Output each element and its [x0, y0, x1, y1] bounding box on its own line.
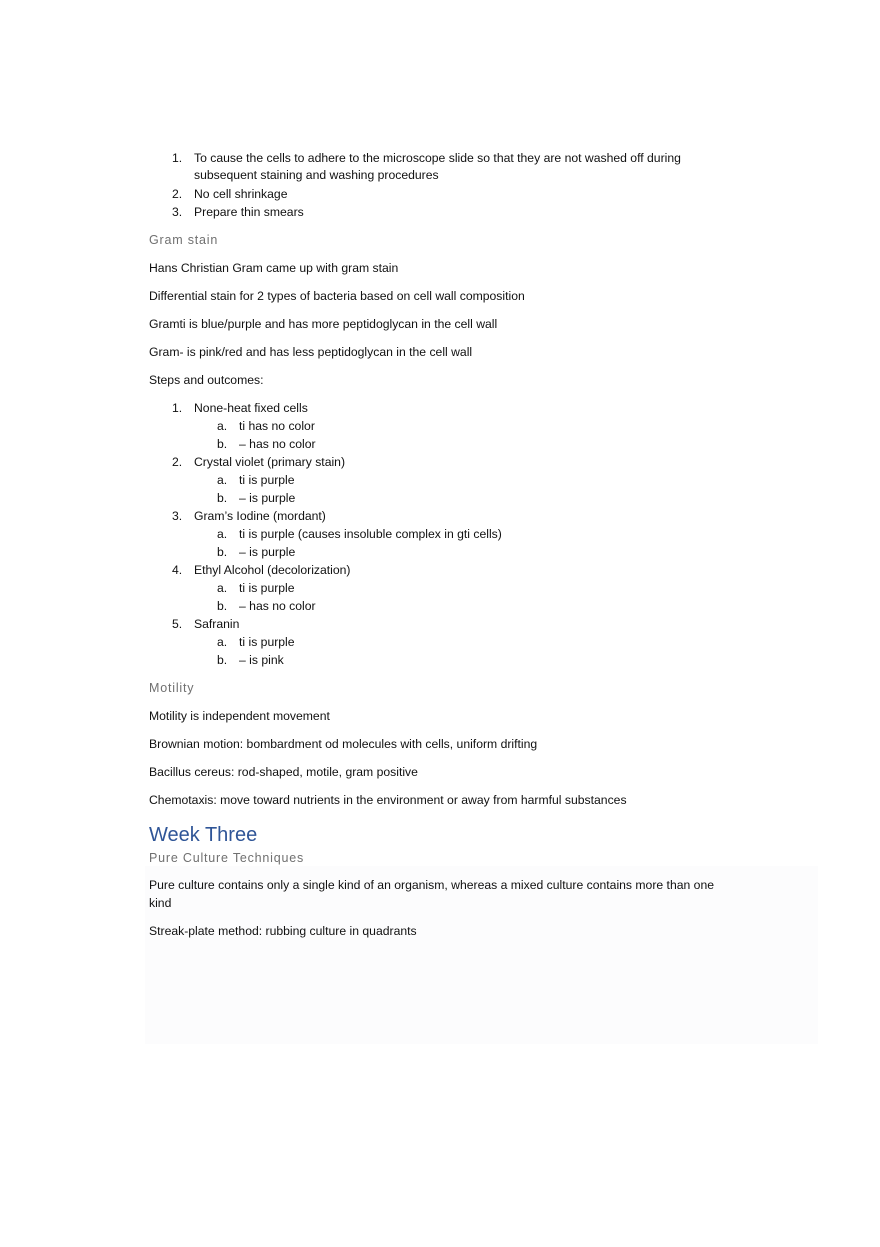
paragraph: Streak-plate method: rubbing culture in quadrants	[149, 924, 417, 938]
sub-item: – has no color	[239, 437, 316, 451]
sub-label: b.	[217, 653, 228, 667]
list-number: 3.	[172, 205, 183, 219]
sub-label: b.	[217, 437, 228, 451]
step-number: 5.	[172, 617, 183, 631]
list-item: To cause the cells to adhere to the microscope slide so that they are not washed off during	[194, 151, 681, 165]
sub-item: ti is purple	[239, 473, 295, 487]
list-number: 1.	[172, 151, 183, 165]
sub-label: a.	[217, 581, 228, 595]
sub-item: – is purple	[239, 491, 296, 505]
sub-label: a.	[217, 473, 228, 487]
list-item: No cell shrinkage	[194, 187, 288, 201]
step-number: 4.	[172, 563, 183, 577]
paragraph: Motility is independent movement	[149, 709, 330, 723]
sub-label: a.	[217, 419, 228, 433]
heading-week-three: Week Three	[149, 824, 258, 846]
paragraph: Gramti is blue/purple and has more peptidoglycan in the cell wall	[149, 317, 498, 331]
sub-item: ti is purple	[239, 581, 295, 595]
sub-item: ti has no color	[239, 419, 315, 433]
sub-label: b.	[217, 545, 228, 559]
paragraph: Steps and outcomes:	[149, 373, 264, 387]
step-item: Ethyl Alcohol (decolorization)	[194, 563, 351, 577]
sub-item: ti is purple (causes insoluble complex in gti cells)	[239, 527, 502, 541]
sub-item: – is pink	[239, 653, 284, 667]
section-heading-motility: Motility	[149, 681, 195, 695]
step-item: Crystal violet (primary stain)	[194, 455, 346, 469]
step-number: 1.	[172, 401, 183, 415]
step-item: Gram’s Iodine (mordant)	[194, 509, 326, 523]
sub-label: b.	[217, 491, 228, 505]
sub-item: ti is purple	[239, 635, 295, 649]
section-heading-gram-stain: Gram stain	[149, 233, 219, 247]
paragraph: Differential stain for 2 types of bacteria based on cell wall composition	[149, 289, 525, 303]
paragraph: Brownian motion: bombardment od molecules with cells, uniform drifting	[149, 737, 538, 751]
paragraph: Bacillus cereus: rod-shaped, motile, gram positive	[149, 765, 418, 779]
section-heading-pure-culture: Pure Culture Techniques	[149, 851, 305, 865]
sub-item: – has no color	[239, 599, 316, 613]
sub-label: b.	[217, 599, 228, 613]
list-item-continuation: subsequent staining and washing procedures	[194, 168, 439, 182]
paragraph: Chemotaxis: move toward nutrients in the environment or away from harmful substances	[149, 793, 627, 807]
sub-label: a.	[217, 635, 228, 649]
list-item: Prepare thin smears	[194, 205, 304, 219]
paragraph: Gram- is pink/red and has less peptidoglycan in the cell wall	[149, 345, 473, 359]
step-number: 3.	[172, 509, 183, 523]
step-item: Safranin	[194, 617, 240, 631]
paragraph-continuation: kind	[149, 896, 172, 910]
step-number: 2.	[172, 455, 183, 469]
step-item: None-heat fixed cells	[194, 401, 308, 415]
sub-label: a.	[217, 527, 228, 541]
list-number: 2.	[172, 187, 183, 201]
paragraph: Hans Christian Gram came up with gram stain	[149, 261, 399, 275]
sub-item: – is purple	[239, 545, 296, 559]
paragraph: Pure culture contains only a single kind of an organism, whereas a mixed culture contains more than one	[149, 878, 714, 892]
